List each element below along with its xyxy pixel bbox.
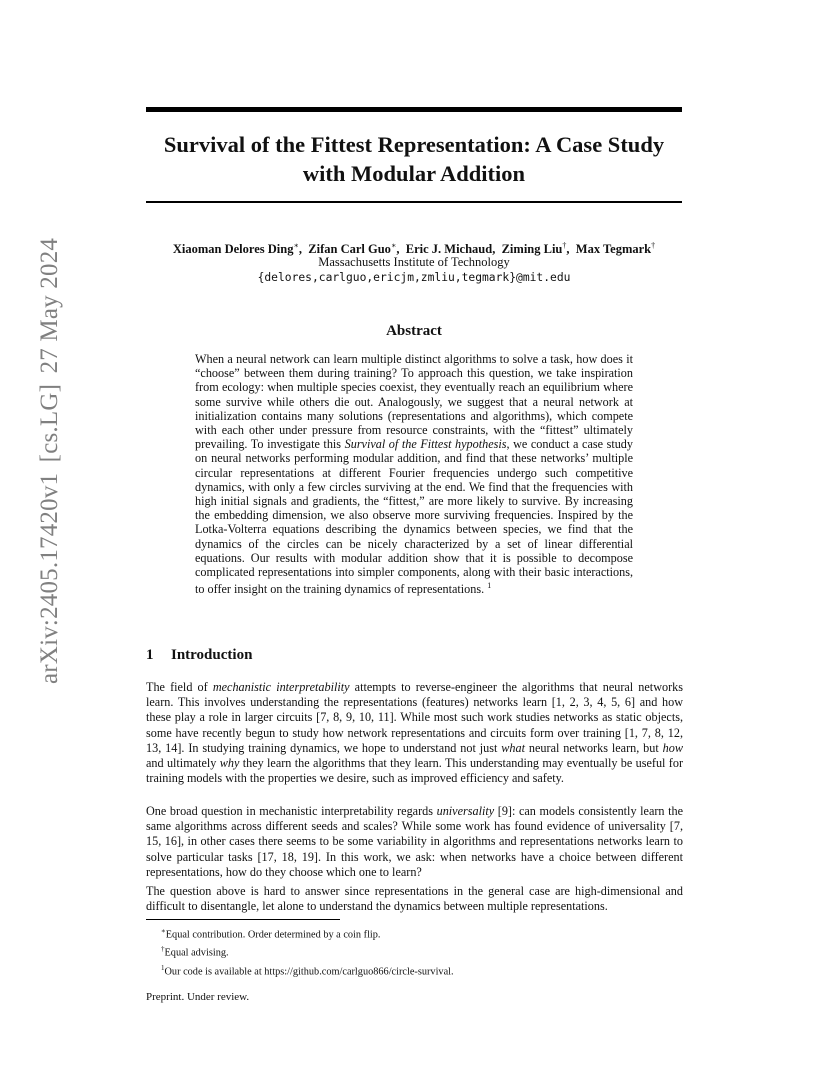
section-number: 1 — [146, 647, 154, 663]
abstract-heading: Abstract — [386, 323, 442, 339]
author-name: Max Tegmark — [575, 242, 652, 257]
intro-paragraph-1: The field of mechanistic interpretability attempts to reverse-engineer the algorithms that neural networks learn. This involves understanding the representations (features) networks learn [1, 2, 3, 4, 5, 6] and how these play a role in larger circuits [7, 8, 9, 10, 11]. While most such work studies networks as static objects, some have recently begun to study how network representations and circuits form over training [1, 7, 8, 12, 13, 14]. In studying training dynamics, we hope to understand not just what neural networks learn, but how and ultimately why they learn the algorithms that they learn. This understanding may eventually be useful for training models with the properties we desire, such as improved efficiency and safety. — [146, 680, 684, 786]
intro-paragraph-2: One broad question in mechanistic interpretability regards universality [9]: can models consistently learn the same algorithms across different seeds and scales? While some work has found evidence of universality [7, 15, 16], in other cases there seems to be some variability in algorithms and representations networks learn to solve particular tasks [17, 18, 19]. In this work, we ask: when networks have a choice between different representations, how do they choose which one to learn? — [146, 804, 684, 879]
arxiv-date: 27 May 2024 — [36, 237, 63, 374]
author-mark: ∗ — [390, 241, 397, 250]
footnote: †Equal advising. — [161, 945, 229, 959]
author-name: Eric J. Michaud — [405, 242, 493, 257]
section-heading — [146, 645, 682, 665]
title-bottom-rule — [146, 201, 682, 203]
footnotes — [161, 924, 661, 979]
abstract-text: When a neural network can learn multiple distinct algorithms to solve a task, how does it “choose” between them during training? To approach this question, we take inspiration from ecology: when multiple species coexist, they eventually reach an equilibrium where some survive while others die out. Analogously, we suggest that a neural network at initialization contains many solutions (representations and algorithms), which compete with each other under pressure from resource constraints, with the “fittest” ultimately prevailing. To investigate this Survival of the Fittest hypothesis, we conduct a case study on neural networks performing modular addition, and find that these networks’ multiple circular representations at different Fourier frequencies undergo such competitive dynamics, with only a few circles surviving at the end. We find that the frequencies with high initial signals and gradients, the “fittest,” are more likely to survive. By increasing the embedding dimension, we also observe more surviving frequencies. Inspired by the Lotka-Volterra equations describing the dynamics between species, we find that the dynamics of the circles can be nicely characterized by a set of linear differential equations. Our results with modular addition show that it is possible to decompose complicated representations into simpler components, along with their basic interactions, to offer insight on the training dynamics of representations. $^1$ — [195, 352, 633, 597]
author-name: Xiaoman Delores Ding — [172, 242, 294, 257]
author-name: Ziming Liu — [501, 242, 563, 257]
preprint-note: Preprint. Under review. — [146, 991, 250, 1003]
title-top-rule — [146, 107, 682, 112]
affiliation: Massachusetts Institute of Technology — [318, 255, 510, 269]
arxiv-side-stamp — [33, 237, 67, 686]
author-mark: ∗ — [293, 241, 299, 250]
footnote: $^1$Our code is available at https://github.com/carlguo866/circle-survival. — [161, 963, 454, 978]
author-mark: † — [651, 241, 656, 250]
footnote-ref: 1 — [487, 581, 492, 591]
author-mark: † — [562, 241, 567, 250]
section-title: Introduction — [171, 647, 253, 663]
arxiv-category: [cs.LG] — [36, 383, 63, 463]
author-emails: {delores,carlguo,ericjm,zmliu,tegmark}@mit.edu — [257, 271, 571, 284]
author-name: Zifan Carl Guo — [308, 242, 391, 257]
paper-title: Survival of the Fittest Representation: A Case Study with Modular Addition — [163, 132, 665, 186]
arxiv-id: arXiv:2405.17420v1 — [36, 472, 63, 684]
author-list: Xiaoman Delores Ding∗, Zifan Carl Guo∗, Eric J. Michaud, Ziming Liu†, Max Tegmark† — [172, 241, 656, 257]
intro-paragraph-3: The question above is hard to answer since representations in the general case are high-dimensional and difficult to disentangle, let alone to understand the dynamics between multiple representations. — [146, 884, 683, 914]
footnote: ∗Equal contribution. Order determined by a coin flip. — [161, 927, 381, 941]
footnote-rule — [146, 919, 340, 920]
